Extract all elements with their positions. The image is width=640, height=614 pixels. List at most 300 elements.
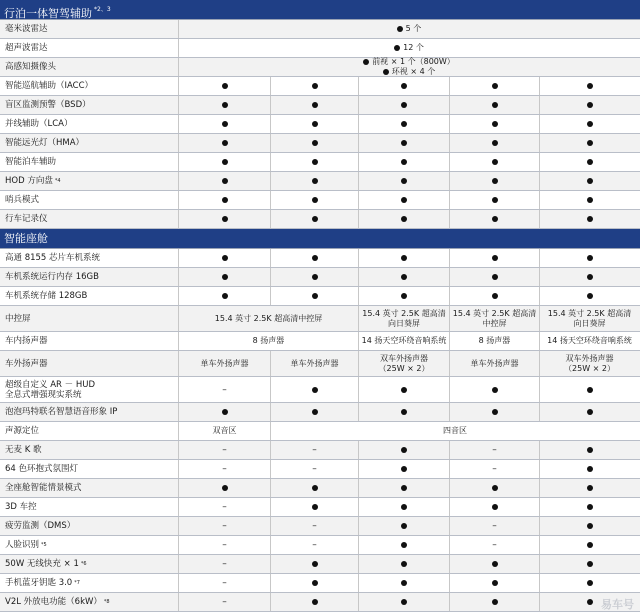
value-cell (179, 96, 271, 114)
value-cell (271, 593, 359, 611)
value-cell (359, 555, 450, 573)
row-label (0, 403, 179, 421)
row-label (0, 441, 179, 459)
value-cell (450, 479, 540, 497)
standard-dot (492, 504, 498, 510)
table-row (0, 351, 640, 377)
row-values (179, 351, 640, 376)
table-row (0, 134, 640, 153)
value-cell (450, 517, 540, 535)
value-line (397, 24, 422, 34)
standard-dot (492, 409, 498, 415)
row-label (0, 555, 179, 573)
value-cell (540, 498, 639, 516)
row-label-text: 哨兵模式 (5, 195, 40, 205)
value-cell (540, 268, 639, 286)
value-cell (179, 574, 271, 592)
value-line (363, 57, 455, 67)
value-cell (179, 332, 359, 350)
value-cell (450, 172, 540, 190)
row-label-text: 声源定位 (5, 426, 40, 436)
value-cell (540, 134, 639, 152)
row-values (179, 210, 640, 228)
table-row (0, 403, 640, 422)
row-label (0, 517, 179, 535)
value-cell (450, 574, 540, 592)
value-cell (271, 536, 359, 554)
value-cell (359, 172, 450, 190)
value-cell (271, 115, 359, 133)
row-label (0, 351, 179, 376)
value-cell (359, 403, 450, 421)
value-cell (359, 153, 450, 171)
row-values (179, 422, 640, 440)
standard-dot (401, 561, 407, 567)
row-values (179, 593, 640, 611)
value-stack (564, 354, 615, 374)
standard-dot (401, 387, 407, 393)
row-label-text: 智能泊车辅助 (5, 157, 57, 167)
value-text: 15.4 英寸 2.5K 超高清 (547, 308, 632, 318)
standard-dot (587, 504, 593, 510)
value-line (383, 67, 435, 77)
standard-dot (492, 580, 498, 586)
value-cell (179, 498, 271, 516)
value-stack (363, 57, 455, 77)
value-cell (271, 96, 359, 114)
table-row (0, 249, 640, 268)
value-cell (450, 96, 540, 114)
value-cell (450, 153, 540, 171)
standard-dot (492, 83, 498, 89)
value-cell (271, 479, 359, 497)
value-cell (450, 441, 540, 459)
standard-dot (587, 255, 593, 261)
value-cell (359, 77, 450, 95)
value-text: 14 扬天空环绕音响系统 (547, 336, 632, 345)
value-text: 环视 × 4 个 (391, 67, 436, 76)
value-text: 15.4 英寸 2.5K 超高清中控屏 (214, 313, 323, 323)
value-cell (540, 479, 639, 497)
value-cell (359, 351, 450, 376)
not-available-dash: – (222, 464, 227, 474)
standard-dot (587, 542, 593, 548)
value-cell (179, 306, 359, 331)
standard-dot (492, 197, 498, 203)
section-header (0, 0, 640, 20)
value-cell (450, 287, 540, 305)
standard-dot (222, 121, 228, 127)
row-values (179, 479, 640, 497)
row-values (179, 96, 640, 114)
standard-dot (492, 121, 498, 127)
row-label-text: 3D 车控 (5, 502, 37, 512)
table-row (0, 96, 640, 115)
standard-dot (383, 69, 389, 75)
row-label (0, 249, 179, 267)
value-cell (179, 77, 271, 95)
value-cell (450, 332, 540, 350)
standard-dot (401, 178, 407, 184)
row-label (0, 498, 179, 516)
standard-dot (587, 216, 593, 222)
value-cell (540, 249, 639, 267)
standard-dot (312, 274, 318, 280)
standard-dot (401, 580, 407, 586)
row-label (0, 422, 179, 440)
value-cell (450, 268, 540, 286)
footnote-ref: *5 (41, 542, 47, 548)
value-text: 向日葵屏 (387, 318, 420, 328)
standard-dot (312, 599, 318, 605)
value-text: 双音区 (212, 426, 237, 435)
value-cell (271, 268, 359, 286)
row-label (0, 479, 179, 497)
value-cell (271, 498, 359, 516)
standard-dot (401, 466, 407, 472)
value-cell (540, 574, 639, 592)
row-values (179, 306, 640, 331)
value-cell (271, 210, 359, 228)
standard-dot (222, 409, 228, 415)
value-cell (359, 249, 450, 267)
standard-dot (401, 83, 407, 89)
value-cell (271, 517, 359, 535)
row-label-text: 毫米波雷达 (5, 24, 48, 34)
value-cell (540, 351, 639, 376)
standard-dot (222, 102, 228, 108)
value-cell (540, 377, 639, 402)
standard-dot (401, 504, 407, 510)
standard-dot (222, 83, 228, 89)
table-row (0, 555, 640, 574)
value-cell (359, 377, 450, 402)
standard-dot (312, 83, 318, 89)
table-row (0, 441, 640, 460)
value-cell (179, 441, 271, 459)
table-row (0, 332, 640, 351)
standard-dot (587, 140, 593, 146)
table-row (0, 536, 640, 555)
value-cell (540, 441, 639, 459)
standard-dot (587, 447, 593, 453)
row-label-text: 泡泡玛特联名智慧语音形象 IP (5, 407, 118, 417)
value-text: 向日葵屏 (573, 318, 606, 328)
value-cell (271, 441, 359, 459)
standard-dot (222, 274, 228, 280)
standard-dot (492, 599, 498, 605)
row-label-text: 并线辅助（LCA） (5, 119, 73, 129)
standard-dot (587, 409, 593, 415)
standard-dot (397, 26, 403, 32)
value-cell (179, 403, 271, 421)
value-cell (271, 574, 359, 592)
value-cell (179, 191, 271, 209)
value-cell (271, 153, 359, 171)
value-cell (450, 115, 540, 133)
value-text: 单车外扬声器 (470, 358, 519, 368)
row-values (179, 287, 640, 305)
value-cell (179, 460, 271, 478)
standard-dot (222, 159, 228, 165)
row-values (179, 172, 640, 190)
row-values (179, 20, 640, 38)
standard-dot (401, 197, 407, 203)
value-cell (540, 96, 639, 114)
row-values (179, 58, 640, 76)
value-cell (450, 460, 540, 478)
standard-dot (587, 293, 593, 299)
value-cell (271, 249, 359, 267)
table-row (0, 115, 640, 134)
value-line (394, 43, 424, 53)
value-text: 8 扬声器 (478, 336, 511, 345)
standard-dot (401, 523, 407, 529)
value-cell (359, 115, 450, 133)
table-row (0, 20, 640, 39)
section-title: 行泊一体智驾辅助 (4, 7, 92, 20)
not-available-dash: – (312, 445, 317, 455)
standard-dot (587, 466, 593, 472)
standard-dot (587, 599, 593, 605)
footnote-ref: *8 (103, 599, 110, 605)
section-header (0, 229, 640, 249)
row-values (179, 115, 640, 133)
value-cell (179, 479, 271, 497)
standard-dot (401, 485, 407, 491)
row-label-text: 手机蓝牙钥匙 3.0 (5, 578, 73, 588)
value-cell (450, 249, 540, 267)
value-cell (179, 268, 271, 286)
standard-dot (587, 83, 593, 89)
standard-dot (222, 178, 228, 184)
value-text: 四音区 (443, 426, 467, 435)
row-label-line: 超级自定义 AR － HUD (5, 379, 95, 390)
table-row (0, 593, 640, 612)
row-label (0, 460, 179, 478)
row-label-line: 全息式增强现实系统 (5, 389, 82, 400)
row-label (0, 268, 179, 286)
value-stack (397, 24, 422, 34)
row-values (179, 555, 640, 573)
standard-dot (312, 102, 318, 108)
not-available-dash: – (222, 597, 227, 607)
value-cell (271, 172, 359, 190)
row-label (0, 574, 179, 592)
value-cell (359, 96, 450, 114)
not-available-dash: – (222, 502, 227, 512)
standard-dot (312, 293, 318, 299)
row-values (179, 268, 640, 286)
value-text: 15.4 英寸 2.5K 超高清 (362, 308, 446, 318)
row-label (0, 210, 179, 228)
row-label-text: 车内扬声器 (5, 336, 48, 346)
table-row (0, 306, 640, 332)
value-cell (179, 517, 271, 535)
row-values (179, 517, 640, 535)
table-row (0, 268, 640, 287)
standard-dot (401, 102, 407, 108)
row-label-text: 超声波雷达 (5, 43, 48, 53)
value-stack (394, 43, 424, 53)
standard-dot (587, 387, 593, 393)
row-label-text: HOD 方向盘 (5, 176, 53, 186)
value-cell (179, 377, 271, 402)
value-cell (359, 593, 450, 611)
standard-dot (587, 580, 593, 586)
row-label-text: 盲区监测预警（BSD） (5, 100, 91, 110)
standard-dot (312, 178, 318, 184)
footnote-ref: *7 (74, 580, 80, 586)
standard-dot (312, 504, 318, 510)
standard-dot (492, 159, 498, 165)
value-cell (179, 593, 271, 611)
value-text: 15.4 英寸 2.5K 超高清 (452, 308, 537, 318)
row-label-text: 车外扬声器 (5, 358, 48, 369)
standard-dot (492, 274, 498, 280)
table-row (0, 498, 640, 517)
standard-dot (587, 197, 593, 203)
row-label-text: 智能巡航辅助（IACC） (5, 81, 94, 91)
value-cell (271, 351, 359, 376)
value-cell (540, 172, 639, 190)
standard-dot (363, 59, 369, 65)
value-cell (540, 77, 639, 95)
standard-dot (492, 387, 498, 393)
row-label (0, 134, 179, 152)
value-cell (540, 517, 639, 535)
value-text: 前视 × 1 个（800W） (372, 57, 455, 66)
value-text: 5 个 (405, 24, 422, 33)
value-cell (179, 422, 271, 440)
standard-dot (587, 561, 593, 567)
standard-dot (401, 409, 407, 415)
footnote-ref: *6 (80, 561, 87, 567)
value-cell (179, 153, 271, 171)
row-values (179, 403, 640, 421)
table-row (0, 172, 640, 191)
not-available-dash: – (492, 521, 497, 531)
standard-dot (587, 523, 593, 529)
standard-dot (401, 216, 407, 222)
value-cell (540, 306, 639, 331)
value-stack (379, 354, 430, 374)
not-available-dash: – (492, 540, 497, 550)
standard-dot (401, 159, 407, 165)
standard-dot (401, 542, 407, 548)
value-cell (179, 555, 271, 573)
value-cell (359, 574, 450, 592)
value-text: 双车外扬声器 (565, 353, 614, 363)
standard-dot (587, 159, 593, 165)
footnote-ref: *4 (54, 178, 61, 184)
not-available-dash: – (222, 384, 227, 395)
value-cell (271, 555, 359, 573)
value-cell (540, 153, 639, 171)
value-stack (453, 309, 536, 329)
standard-dot (401, 447, 407, 453)
value-cell (179, 351, 271, 376)
standard-dot (492, 561, 498, 567)
value-cell (359, 191, 450, 209)
value-text: 12 个 (403, 43, 424, 52)
standard-dot (587, 485, 593, 491)
value-cell (450, 306, 540, 331)
value-cell (359, 479, 450, 497)
row-values (179, 441, 640, 459)
value-cell (359, 268, 450, 286)
row-label (0, 536, 179, 554)
row-label-text: 人脸识别 (5, 540, 40, 550)
row-label-text: 无麦 K 歌 (5, 445, 42, 455)
value-text: 单车外扬声器 (200, 358, 249, 368)
row-label-text: V2L 外放电功能（6kW） (5, 597, 102, 607)
row-values (179, 536, 640, 554)
standard-dot (492, 178, 498, 184)
not-available-dash: – (222, 445, 227, 455)
table-row (0, 460, 640, 479)
row-label (0, 77, 179, 95)
row-label-text: 车机系统运行内存 16GB (5, 272, 99, 282)
row-label (0, 172, 179, 190)
value-cell (271, 403, 359, 421)
standard-dot (492, 102, 498, 108)
value-text: 中控屏 (482, 318, 507, 328)
not-available-dash: – (312, 540, 317, 550)
standard-dot (401, 274, 407, 280)
row-label (0, 377, 179, 402)
value-cell (450, 351, 540, 376)
row-label-text: 智能远光灯（HMA） (5, 138, 85, 148)
standard-dot (312, 580, 318, 586)
value-cell (359, 517, 450, 535)
standard-dot (492, 293, 498, 299)
not-available-dash: – (222, 540, 227, 550)
value-cell (540, 332, 639, 350)
not-available-dash: – (492, 464, 497, 474)
value-cell (450, 498, 540, 516)
table-row (0, 153, 640, 172)
standard-dot (587, 121, 593, 127)
value-cell (271, 422, 639, 440)
row-label (0, 39, 179, 57)
standard-dot (222, 216, 228, 222)
standard-dot (394, 45, 400, 51)
value-cell (179, 134, 271, 152)
value-cell (179, 58, 639, 76)
not-available-dash: – (312, 464, 317, 474)
value-text: 8 扬声器 (252, 336, 285, 345)
value-cell (359, 306, 450, 331)
standard-dot (587, 102, 593, 108)
value-text: （25W × 2） (378, 363, 430, 373)
standard-dot (312, 159, 318, 165)
value-cell (179, 210, 271, 228)
standard-dot (312, 121, 318, 127)
value-cell (540, 403, 639, 421)
row-label (0, 153, 179, 171)
row-values (179, 377, 640, 402)
value-cell (271, 377, 359, 402)
table-row (0, 479, 640, 498)
value-cell (179, 287, 271, 305)
standard-dot (492, 140, 498, 146)
row-label-text: 50W 无线快充 × 1 (5, 559, 79, 569)
standard-dot (587, 178, 593, 184)
value-cell (450, 377, 540, 402)
standard-dot (222, 197, 228, 203)
row-values (179, 153, 640, 171)
